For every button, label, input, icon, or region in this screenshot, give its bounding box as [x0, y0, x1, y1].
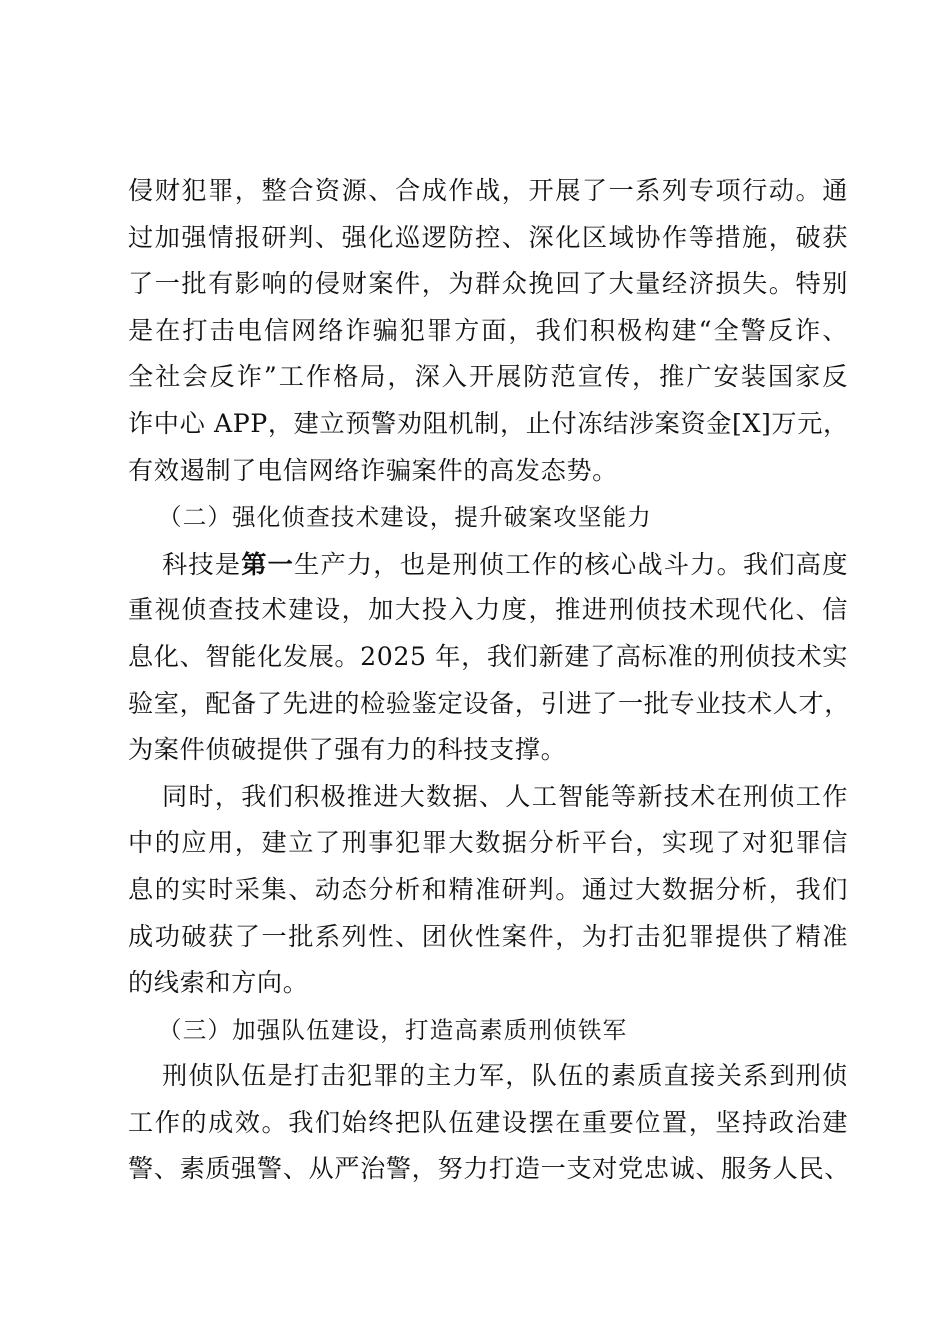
- paragraph-line: 警、素质强警、从严治警，努力打造一支对党忠诚、服务人民、: [128, 1154, 851, 1184]
- paragraph-line: 有效遏制了电信网络诈骗案件的高发态势。: [128, 455, 618, 485]
- paragraph-first-line: 同时，我们积极推进大数据、人工智能等新技术在刑侦工作: [162, 781, 848, 811]
- paragraph-line: 验室，配备了先进的检验鉴定设备，引进了一批专业技术人才，: [128, 688, 851, 718]
- paragraph-text: 科技是: [162, 549, 242, 579]
- paragraph-line: 息化、智能化发展。2025 年，我们新建了高标准的刑侦技术实: [128, 641, 848, 671]
- paragraph-line: 侵财犯罪，整合资源、合成作战，开展了一系列专项行动。通: [128, 176, 848, 205]
- paragraph-first-line: 刑侦队伍是打击犯罪的主力军，队伍的素质直接关系到刑侦: [162, 1061, 848, 1091]
- paragraph-line: 是在打击电信网络诈骗犯罪方面，我们积极构建“全警反诈、: [128, 315, 848, 345]
- paragraph-line: 为案件侦破提供了强有力的科技支撑。: [128, 735, 567, 765]
- section-heading-2: （二）强化侦查技术建设，提升破案攻坚能力: [158, 503, 652, 532]
- paragraph-line: 全社会反诈”工作格局，深入开展防范宣传，推广安装国家反: [128, 362, 848, 392]
- paragraph-line: 重视侦查技术建设，加大投入力度，推进刑侦技术现代化、信: [128, 595, 848, 625]
- paragraph-line: 诈中心 APP，建立预警劝阻机制，止付冻结涉案资金[X]万元，: [128, 408, 849, 438]
- paragraph-line: 息的实时采集、动态分析和精准研判。通过大数据分析，我们: [128, 874, 848, 904]
- paragraph-line: 过加强情报研判、强化巡逻防控、深化区域协作等措施，破获: [128, 222, 848, 252]
- paragraph-line: 成功破获了一批系列性、团伙性案件，为打击犯罪提供了精准: [128, 921, 848, 951]
- paragraph-line: 的线索和方向。: [128, 968, 309, 998]
- paragraph-line: 工作的成效。我们始终把队伍建设摆在重要位置，坚持政治建: [128, 1107, 848, 1137]
- bold-text: 第一: [241, 548, 295, 579]
- paragraph-line: 了一批有影响的侵财案件，为群众挽回了大量经济损失。特别: [128, 269, 848, 299]
- section-heading-3: （三）加强队伍建设，打造高素质刑侦铁军: [158, 1015, 628, 1044]
- paragraph-line: 中的应用，建立了刑事犯罪大数据分析平台，实现了对犯罪信: [128, 828, 848, 858]
- paragraph-first-line: [128, 541, 848, 588]
- document-body: [128, 168, 851, 1193]
- paragraph-text: 生产力，也是刑侦工作的核心战斗力。我们高度: [294, 549, 848, 579]
